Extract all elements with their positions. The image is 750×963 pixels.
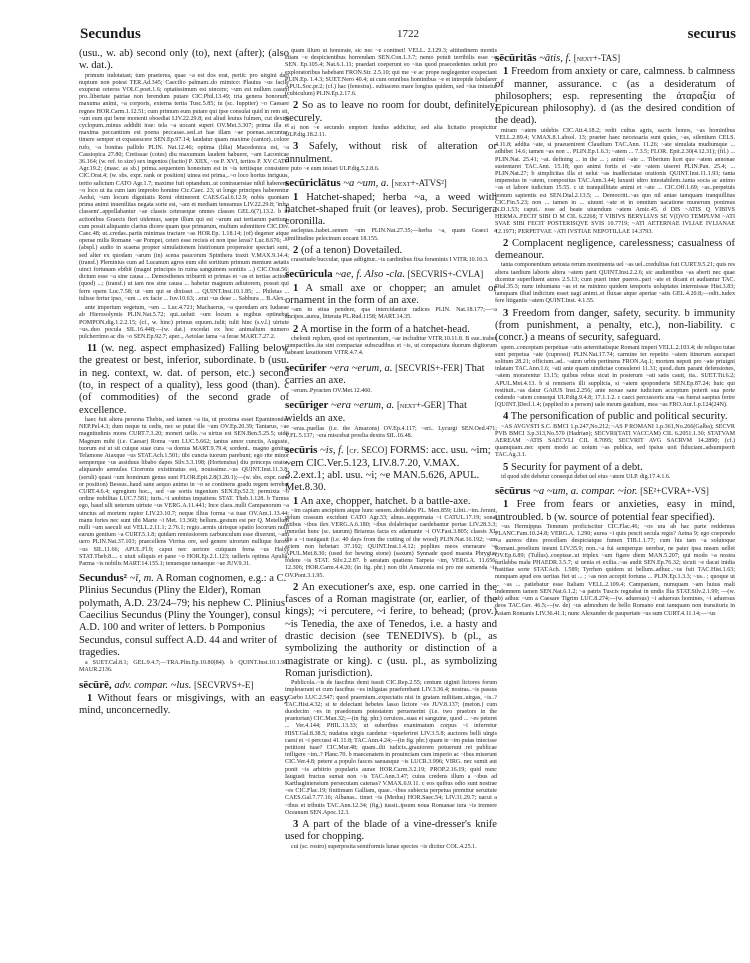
sense-number: 3: [503, 307, 509, 319]
sense-number: 1: [293, 282, 299, 294]
citation-block: primum indotatast; tum praeterea, quae ~a est dos erat, periit: pro uirgini dari nuptum non potest TER.Ad.345; Caecilio palmam..do mimico: Plautus ~us facile exuperat ceteros VOLC.poet.1.6; optatissimum est uincere; ~um est nullum casum pro..libertate patriae non ferendum putare CIC.Phil.13.49; tria genera bonorum, maxuma animi, ~a corporis, externa tertia Tusc.5.85; tu (sc. Iuppiter) ~o Caesare regnes HOR.Carm.1.12.51; cum primum eum putare qui ipse consulat quid in rem sit, ~um eum qui bene monenti oboediat LIV.22.29.8; est aliud leuius fulmen, cui dextra cyclopum..minus addidit irae: tela ~a uocant superi OV.Met.3.307; prima illa et maxima peccantium est poena peccasse..sed..et hae illam ~ae poenae..secuntur, timere semper et expauescere SEN.Ep.97.14; laudatur quam maxime (cantor)..colore rufo, ~a bonitas pallido PLIN. Nat.12.46; optima (lilia) Macedonica est, ~a Cassiopica 27.80; Cretissae (cotes) diu maxumum laudem habuere, ~am Laconicae 36.164; (w. ref. to size) sex ingenios (facito) P. XIIX, ~os P. XVI, tertios P. XV CATO Agr.19.2; (masc. as sb.) prima..sequentem honestum est in ~is tertiisque consistere CIC.Orat.4; (w. sbs. expr. rank or position) uinea est prima,..~o loco hortus inriguus, tertio salictum CATO Agr.1.7; maxime fuit optandum..ut contrauersiae nihil haberent, ~o loco ut ita cum iam improbo homine Cic.Caec. 23; ut longe principes haberentur Aedui, ~um locum dignitatis Remi obtinerent CAES.Gal.6.12.9; nobis quoniam prima animi inuenilitas negata sorte est, ~am et mediam teneamus LIV.22.29.8; 'infra classem'..appellabantur ~ae classis ceteraeque omnes classes GEL.6(7).13.2. b in actionibus Graecis fieri uidemus, saepe illum qui est ~arum aut tertiarum partium, cum possit aliquanto clarius dicere quam ipse primarum, multum submittere CIC.Div. Caec.48; ut..credas..partis minimas tractare ~as HOR.Ep. 1.18.14; (of) degener atque operae milis Romane ~ae Pompei, ceteri esse recisis et non ipse leras? Luc.8.676; —(abspl.) audio in scaena propter simulationem histrionum propensior spectari sunt, sed alter ex quodam ~arum (in) scena paucorum Spinthera traxit V.MAX.9.14.4; (transf.) Pleminius cum ad Lucanum agros eum sibi sortitum primum mentum aetatis uinci fortunam ebibit (magni principes in ruina sanguinem sonitiis ...) CIC.Orat.56; dictum esse ~a sine causa ... Demosthenes tribuerit et primas et ~as et tertias actioni (quod) ...; (transf.) ut iam nos sine causa ... habetur magnum adiutorem, posset qui ferre opem Luc.7.58; ut ~um qui se dixisset ... QUINT.Inst.10.1.85; ... Philetas ... tulisse fertur ipso, ~um ... ex facie ... Iuv.10.63; ..erat ~us deae ... Sabbura ... B.Alex.: [79, 72, 289, 302]
headword: sēcūritās: [495, 52, 537, 64]
grammar-label: ~ī, m.: [129, 573, 154, 585]
citation-block: ~eras..puellas (i.e. the Amazons) OV.Ep.4.117; ~eri.. Lycurgi SEN.Oed.471; V.FL.5.137; ~era miscebat proelia dextra SIL.16.48.: [285, 425, 497, 440]
grammar-label: ~era ~erum, a.: [331, 400, 395, 412]
citation-block: ~am in stiua pendere, qua intercidantur radices PLIN. Nat.18.177;—~a ancipes..aurea, litterata PL.Rud.1158; MART.14.35.: [285, 307, 497, 321]
citation-block: ~im capiam ancipitem atque hunc senem..dedolabo PL. Men.859; Libii..~im..ferunt, gelum crassum excidunt CATO Agr.33; alnus..suppernata ~i CATUL.17.19; sonat ictibus ~ibus ilex VERG.A.6.180; ~ibus dolabrisque caedebantur portae LIV.28.3.3; immolat hunc (sc. taurum) Briareus facta ex adamante ~i OV.Fast.3.805; classis XL die a ~i nauigauit (i.e. 40 days from the cutting of the wood) PLIN.Nat.16.192; ~um aciem non hebetari 37.192; QUINT.Inst.1.4.12; poplites meos enerarare ~e APUL.Met.8.30; (used for hewing stone) (saxum) Synnade quod maesta Phrygiae fodere ~is STAT. Silv.2.2.87. b aeratam quatiens Tarpeia ~im, VERG.A. 11.656; 12.306; HOR.Carm.4.4.20; (in fig. phr.) non tibi Amazonia est pro me sumenda ~is OV.Pont.3.1.95.: [285, 507, 497, 579]
citation-block: Publicola..~is de fascibus demi iussit CIC.Rep.2.55; centum uiginti lictores forum impleuerant et cum fascibus ~es inligatas praeferebant LIV.3.36.4; nostras..~is passus ..Carbo LUC.2.547; quod praemium..expectatis nisi in gratam militiam..uirgas, ~is..? TAC.Hist.4.32; si te delectant hebetes lasso lictore ~es JUV.8.137; (meton.) cum duodecim ~es in praedonum potestatem peruenerint (i.e. two praetors in the praetorian) CIC.Man.32;—(in fig. phr.) ceruices..suas et sanguine, quod ... ~es peteret ... Ver.4.144; PHIL.13.33; ut suberibus exanimatum corpus ~i inferretur HIST.Gal.8.38.5; nudatus uirgis caedetur ~iqueferiret LIV.3.5.8; auctores belli uirgis caesi et ~i percussi 41.11.8; TAC.Ann.4.24;—(in fig. phr.) quam te ~im putas iniecisse petitioni tuae? CIC.Mur.48; quam..ilii iudicis..grauiorem potuerunt rei publicae infligere ~im..? Planc.70. b maecenatem in prouinciam cum imperio ac ~ibus miserunt CIC.Ver.4.8; petere a populo fasces saeuasque ~is LUCR.3.996; VIRG. nec sumit aut ponit ~is arbitrio popularis aurae HOR.Carm.3.2.19; PROP.2.16.19; quid nunc Iaugusti fructus sumat non ~is TAC.Ann.3.47; cuius credens illum a ~ibus ad Karthaginiensium persecutam catenas? V.MAX.6.9.11. c eos quibus odio sunt nostrae ~es CIC.Flac.19; finitimam Galliam, quae..~ibus subiecta perpetua premitur seruitute CAES.Gal.7.77.16; Albanas.. timet ~is (Medus) HOR.Saec.54; LIV.31.29.7; uacui a ~ibus et tributis TAC.Ann.12.34; (fig.) iussit..ipsum noua Romanae iura ~is tremere Oceanum SEN.Apoc.12.3.: [285, 680, 497, 816]
sense-definition: [495, 462, 735, 474]
sense-definition: [285, 192, 497, 229]
running-header: [80, 26, 736, 46]
sense-number: 5: [503, 461, 509, 473]
citation-block: si non ~e secundo emptori fundus addicitur, sed alia licitatio prospicitur ULP.dig.18.2.11.: [285, 125, 497, 139]
entry-text: A Roman cognomen, e.g.: a C. Plinius Secundus (Pliny the Elder), Roman polymath, A.D. 23/24–79; his nephew C. Plinius Caecilius Secundus (Pliny the Younger), consul A.D. 100 and writer of letters. b Pomponius Secundus, consul suffect A.D. 44 and writer of tragedies.: [79, 573, 287, 658]
citation-block: chelonii replum, quod est operimentum, ~ae includitur VITR.10.11.8. B eae..trabes compactiles..ita sint compactae subscudibus et ~is, ut compactura duorum digitorum habeant laxationem VITR.4.7.4.: [285, 335, 497, 357]
etymology: [next+-ATVS²]: [391, 178, 447, 189]
definition-text: (w. neg. aspect emphasized) Falling below the greatest or best, inferior, subordinate. b (usu. in neg. context, w. dat. of person, etc.) second (to, in respect of a quality), less good (than). c (of commodities) of the second grade of excellence.: [79, 343, 289, 416]
citation-block: crassitudo buccular, quae adfigitur..~is cardinibus fixa foraminis I VITR.10.10.3.: [291, 257, 489, 264]
entry-headword-line: [285, 399, 497, 425]
sense-definition: [79, 343, 289, 417]
entry-headword-line: [285, 444, 497, 494]
etymology: [next+-GER]: [396, 400, 446, 411]
definition-text: Free from fears or anxieties, easy in mind, untroubled. b (w. source of potential fear specified).: [495, 499, 735, 523]
headword: secūris: [285, 444, 318, 457]
headword: secūriger: [285, 399, 329, 412]
sense-definition: [285, 100, 497, 125]
definition-text: Without fears or misgivings, with an easy mind, unconcernedly.: [79, 692, 289, 717]
entry-headword-line: [79, 572, 289, 659]
citation-block: a SUET.Cal.8.1; GEL.9.4.7;—TRA.Plin.Ep.10.80(84). b QUINT.Inst.10.1.98; MAUR.2136.: [79, 660, 289, 674]
grammar-label: adv. compar. ~lus.: [114, 679, 192, 691]
left-guideword: Secundus: [80, 26, 141, 42]
sense-number: 1: [503, 499, 509, 511]
sense-number: 1: [503, 66, 509, 78]
citation-block: ~us Hermippus Temnum proficiscitur CIC.Flac.46; ~os ura ab hac parte reddemus PLANC.Fam.10.24.8; VERG.A. 1.290; aurea ~i quis pescit secula regis? Aetna 9; ego coepondo ~a aureos dites procellam despiciatque fumen TIB.1.1.77; cum his tam ~a solutoque Romani..proelium ineunt LIV.35.9; non..~a fui semperque uerebar, ne pater ipsa meam uellet OV.Ep.6.89; (Tullus)..coepisse..ut triplex ~am figere diem MAN.5.207; qui modo ~a nostra iurilabba mala PHAEDR.3.5.7; si uenia et exilia..~as audit SEN.Ep.76.32; sicuti ~e dacat inidia iustitiae sorte STAT.Ach. 1.589; Tyrrhen quidem ut bellum..adhuc..~us fuit TAC.Hist.1.63; nunquam apud eos ueritas fiet ut ... ; ~as non accepit fortuna ... PLIN.Ep.1.3.3; ~us.. ; quoque ut ... ~as ... patiebatur esse Italiam VELL.2.109.4; Campaniam, numquam ~am huius mali indemnem tamen SEN.Nat.6.1.2; ~a patris Tuscis regnabat in undis Ilia STAT.Silv.2.1.99; —(w. ab) adhuc ~um a Caesare Tigrim LUC.8.274;—(w. aduersus) ~i aduersus homines, ~i aduersus deos TAC.Ger. 46.5;—(w. de) ~us admodum de bello Romano erat tamquam non transituris in Asiam Romanis LIV.36.41.1; nunc Alexander de paupertate ~us sum CURT.4.11.14;—~us: [495, 524, 735, 617]
sense-definition: [285, 141, 497, 166]
definition-text: Safely, without risk of alteration or annulment.: [285, 141, 497, 165]
citation-block: id quod sibi debetur consequi debet uel eius ~atem ULP. dig.17.4.1.6.: [501, 473, 671, 480]
headword: sēcūrus: [495, 485, 531, 498]
entry-headword-line: [285, 268, 497, 281]
citation-block: puto ~e eum testari ULP.dig.5.2.8.6.: [291, 166, 380, 173]
citation-block: ~erum..Pyracten OV.Met.12.460.: [291, 388, 372, 395]
citation-block: ante imperium vegetum, ~um ... Luc.4.721; Machaerus, ~a quondam arx Iudaeae ab Hierosolymis PLIN.Nat.5.72; qui..ueluti ~um locum a regibus optinebat POMPON.dig.1.2.2.15; (cf., w. hinc) primus equum..tulit; tulit hinc (s.v.l.) uirtute ~us..duo pocula SIL.16.448;—(w. dat.) excedat ex hoc animalium numero pulcherrimo ac dis ~o SEN.Ep.92.7; aper.., Aetolae fama ~a ferae MART.7.27.2.: [79, 305, 289, 340]
citation-block: haec fuit altera persona Thebis, sed tamen ~a ita, ut proxima esset Epaminondae NEP.Pel.4.3; dum neque tu cedis, nec se putat ille ~um OV.Ep.20.39; Tantarus, ~ae magnitudinis mons CURT.7.3.20; moneri uelle..~a uirtus est SEN.Ben.5.25.5; uidit Magnum mihi (i.e. Caesar) Roma ~um LUC.5.662; tantus amor cunctis, Auguste, tuorum est ut sit cuique suae cura ~a domus MART.9.79.4; sordent.. magno genitus Telamone Aiaxque ~us STAT.Ach.1.501; tibi cuncta tuorum parebunt; ego rite minor semperque ~us assiduus libabo dapes Silv.3.3.198; (Hortensius) diu princeps orator, aliquando aemulus Ciceronis existimatus est, nouissime..~us QUINT.Inst.11.3.8; (seruli) quasi ~um hominum genus sunt FLOR.Epit.2.8(3.20.1);—(w. sbs. expr. rank or position) Bessus..haud sane aequo animo in ~o se continens gradu regem terrebat CURT.4.6.4; egregium hoc.., sed ~ae sortis ingenium SEN.Ep.52.3; permixta ~o ordine nobilitas LUC.7.581; iuris..~i ambitus impatiens STAT. Theb.1.128. b Turnus ego, haud ulli ueterum uirtute ~us VERG.A.11.441; Ince clara..nulli Campanorum ~a uinctus ad mortem rapior LIV.23.10.7; neque illius forma ~a tuae OV.Am.1.13.44; manu fortes nec sunt tibi Marte ~i Met. 13.360; bellum..gestum est per Q. Metellum nulli ~um saeculi sui VELL.2.11.1; 2.76.1; regio..armis uirisque spatio locorum nulli earum gentium ~a CURT.5.1.8; quidam remissiorem carbunculum esse dixerunt, ~am uero PLIN.Nat.37.103; praecellens Virrius ore, sed genere uirorum nullique furore ~us SIL.11.66; APUL.Fl.9; caput nec ueriore cuiquam frena ~us Halys STAT.Theb.8.... c uiuit siliquis et pane ~o HOR.Ep.2.1.123; uelleris optima Apulia, Parma ~is nobilis MART.14.155.1; tenuesque uenaeque ~ae JUV.9.31.: [79, 416, 289, 567]
sense-number: 2: [293, 581, 299, 593]
sense-number: 3: [293, 819, 299, 831]
definition-text: An executioner's axe, esp. one carried in the fasces of a Roman magistrate (or, earlier, of the kings); ~i percutere, ~i ferire, to behead; (prov.) ~is Tenedia, the axe of Tenedos, i.e. a hasty and drastic decision (see TENEDIVS). b (pl., as symbolizing the authority or distinction of a magistrate or king). c (usu. pl., as symbolizing Roman jurisdiction).: [285, 581, 497, 679]
entry-text: That wields an axe.: [285, 400, 467, 424]
definition-text: Complacent negligence, carelessness; casualness of demeanour.: [495, 237, 735, 262]
citation-block: cui (sc. rostro) superposita semiformis lunae species ~is dicitur COL.4.25.1.: [291, 843, 477, 850]
sense-definition: [79, 693, 289, 718]
sense-definition: [285, 819, 497, 844]
sense-definition: [285, 283, 497, 308]
grammar-label: ~ae, f. Also -cla.: [335, 269, 406, 281]
sense-number: 2: [293, 244, 299, 256]
column-2: [285, 48, 497, 958]
sense-definition: [285, 582, 497, 680]
sense-definition: [285, 245, 497, 257]
definition-text: (of a tenon) Dovetailed.: [300, 244, 403, 256]
sense-definition: [495, 411, 735, 423]
right-guideword: securus: [687, 26, 736, 42]
column-1: [79, 48, 289, 958]
grammar-label: ~is, f.: [320, 445, 344, 457]
sense-definition: [495, 499, 735, 524]
definition-text: So as to leave no room for doubt, definitely, securely.: [285, 100, 497, 124]
headword: secūriclātus: [285, 177, 341, 190]
sense-definition: [285, 496, 497, 508]
page-number: 1722: [397, 28, 419, 40]
etymology: [next+-TAS]: [573, 53, 621, 63]
definition-text: Freedom from anxiety or care, calmness. b calmness of manner, assurance. c (as a desideratum of philosophers; esp. representing the ἀταραξία of Epicurean philosophy). d (as the desired condition of the dead).: [495, 66, 735, 127]
sense-number: 2: [293, 323, 299, 335]
citation-block: tanta componentium uetusta rerum monimenta uel ~as uel..credulitas fuit CURT.9.5.21; quis res altera taedium laboris altera ~atem parit QUINT.Inst.2.2.6; sic audientibus ~as aberit nec quae dicentur superfluent aures 2.5.13; cum pueri inter pueros..pari ~ate et dicant et audiantur TAC. Dial.35.3; nunc inhumana ~as et ne minimo quidem temporis uoluptates intermissae Hist.3.83; tamquam illud indicium esset uagi animi..et fluxae atque apertae ~atis GEL.4.20.8;—odit..iudex fere litigantis ~atem QUINT.Inst. 4.1.55.: [495, 262, 735, 305]
citation-block: spem..conceptam perpetuae ~atis aeternitatisque Romani imperi VELL.2.103.4; de reliquo tutae sunt perpetua ~ate (cupressi) PLIN.Nat.17.74; carmine ter repetito ~atem itinerum aucupari solitum 28.21; officium..ad.. ~atem urbis pertinens FRON.Aq.1; mortem nepoti pro ~ate priuigni inlatam TAC.Ann.1.6; ~ati ante quam uindictae consuleret 11.31; quod..dum parant defensiones, ~atem morarentur 13.15; quibus rebus sicut in posterum ~ati satis cauit, ita.. SUET.Tit.6.2; APUL.Met.4.13. b si remiseris illi supplicia, si ~atem spoponderis SEN.Ep.87.24; huic qui restituit..~as datur GAIUS Inst.2.256; ante noxae sane iudicium acceptum poterit sua porte cedendo ~atem consequi ULP.dig.9.4.8; 17.1.1.2. c caeci percussoris una ~as fuerat saepius ferire [QUINT.]Decl.1.4; (applied to a person) uale meum gaudium, mea ~as FRO.Aur.1.p.124(24N).: [495, 344, 735, 409]
sense-definition: [495, 66, 735, 127]
definition-text: The personification of public and political security.: [510, 411, 728, 423]
definition-text: Freedom from danger, safety, security. b immunity (from punishment, a penalty, etc.), non-liability. c (concr.) a means of security, safeguard.: [495, 307, 735, 344]
entry-headword-line: [495, 485, 735, 498]
entry-text: FORMS: acc. usu. ~im; ~em CIC.Ver.5.123, LIV.8.7.20, V.MAX. 3.2.ext.1; abl. usu. ~i; ~e MAN.5.626, APUL. Met.8.30.: [285, 445, 491, 494]
etymology: [SECVRVS+-E]: [194, 679, 254, 690]
column-3: [495, 48, 735, 958]
definition-text: A part of the blade of a vine-dresser's knife used for chopping.: [285, 819, 497, 843]
sense-number: 2: [293, 100, 299, 112]
citation-block: miram ~atem uidebis CIC.Att.4.18.2; redit cultus agris, sacris honos, ~as hominibus VELL.2.89.4; V.MAX.8.1.absol. 13; praeter haec necessaria sunt quies, ~as, silentium CELS. 4.11.8; addita ~ate, si praeuenirent Claudium TAC.Ann. 11.26; ~ate simulata mudiumque ... adhibet 14.6; tamen ~as non ... PLIN.Ep.1.6.3; ~atem ... 7.3.5; FLOR. Epit.2.30(4.12.31); (fil.) ... PLIN.Nat. 25.41; ~at. defining ... in the ... ; animi ~ate ... Tiberium licet quo ~atem annonae sustentaret TAC.Ann. 15.18; quo animi fortis et ~ate ~atem uiseret PLIN.Pan. 25.4; ... PLIN.Nat.27; b simplicitas illa et uelut ~as inadfectatae orationis QUINT.Inst.11.1.93; tanta impensius in ~atem, compositus TAC.Ann.3.44; luxusti ultro intestabilem..tanta socia ac animo ~as et labore iudicium 15.55. c ut tranquillitate animi et ~ate ... CIC.Off.1.69; ~as..perpetuis bonum sapientis est SEN.Dial.2.13.5; ... Democriti..~as quo nil antae tamquam tranquillitas CIC.Fin.5.23; non ... tamen in ... uiuunt ~ate et in omnium uacatione munerum ponimus N.D.1.53; caput.. esse ad beate uiuendum ~atem Amic.45. d DIS ~ATIS Q VIBIVS HERMA..FECIT SIBI D M CIL 6.2268; T VIBIVS BERYLLVS SE V(I)VO TEMPLVM ~ATI SVAE SIBI FECIT POSTERISQVE SVIS 10.7719; ~ATI AETERNAE IVLIAE IVLIANAE 12.1971; PERPETVAE ~ATI IVSTIAE NEPOTILLAE 14.3793.: [495, 127, 735, 235]
etymology: [SE²+CVRA+-VS]: [640, 486, 709, 497]
definition-text: Hatchet-shaped; herba ~a, a weed with hatchet-shaped fruit (or leaves), prob. Securigera coronilla.: [285, 191, 497, 228]
sense-number: 1: [87, 692, 93, 704]
definition-text: A mortise in the form of a hatchet-head.: [300, 323, 470, 335]
headword: secūricula: [285, 268, 333, 281]
sense-definition: [495, 308, 735, 345]
sense-definition: [495, 238, 735, 263]
citation-block: ~AS AVGVSTI S.C. BMCI 1.p.247,No.212; ~AS P ROMANI 1.p.361,No.266(Galba); SECVR PVB BMCI 3.p.313,No.570 (Hadrian); SECVRI(TATI VACCAM) CIL 6.2051.1.30; STATVAM AEREAM ~ATIS SAECVLI CIL 8.7095; SECVRIT AVG SACRVM 14.2890; (cf.) quamquam..nec spem modo ac uotum ~as publica, sed ipsius uoti fiduciam..adsumpserit TAC.Ag.3.1.: [495, 423, 735, 459]
sense-number: 1: [293, 495, 299, 507]
definition-text: Security for payment of a debt.: [510, 461, 643, 473]
headword: sēcūrē,: [79, 678, 112, 691]
sense-definition: [285, 324, 497, 336]
definition-text: (usu., w. ab) second only (to), next (after); (also w. dat.).: [79, 48, 289, 72]
entry-text: That carries an axe.: [285, 362, 485, 386]
citation-block: asclepias..habet..semen ~um PLIN.Nat.27.35;—herba ~a, quam Graeci a similitudine pelecinum uocant 18.155.: [285, 228, 497, 242]
headword: secūrifer: [285, 361, 327, 374]
sense-number: 1: [293, 191, 299, 203]
grammar-label: ~a ~um, a.: [343, 178, 389, 190]
sense-number: 2: [503, 237, 509, 249]
sense-number: 4: [503, 411, 509, 423]
definition-text: A small axe or chopper; an amulet or ornament in the form of an axe.: [285, 282, 497, 306]
headword: Secundus²: [79, 572, 127, 585]
entry-headword-line: [495, 52, 735, 65]
entry-headword-line: [79, 679, 289, 692]
entry-headword-line: [285, 177, 497, 190]
etymology: [SECVRIS+-FER]: [395, 362, 463, 373]
sense-number: 11: [87, 343, 98, 355]
etymology: [cf. SECO]: [346, 445, 388, 456]
entry-headword-line: [285, 362, 497, 388]
grammar-label: ~era ~erum, a.: [329, 362, 393, 374]
sense-number: 3: [293, 141, 299, 153]
definition-text: An axe, chopper, hatchet. b a battle-axe.: [300, 495, 471, 507]
grammar-label: ~ātis, f.: [539, 53, 572, 64]
etymology: [SECVRIS+-CVLA]: [407, 269, 484, 280]
sense-definition: [79, 48, 289, 73]
grammar-label: ~a ~um, a. compar. ~ior.: [533, 486, 638, 498]
citation-block: quam illum ut honorate, sic nec ~e continet! VELL. 2.129.3; altitudinem montis etiam ~e despicientibus horrendam SEN.Con.1.3.7; nemo potuit terribilis esse ~e SEN. Ep.105.4; Nat.6.1.11; praedari coeperunt eo ~ius quod praecedentes ueluti pro exploratoribus habebant FRON.Str. 2.5.10; qui me ~e ac prope neglegenter exspectant PLIN.Ep. 1.4.3; SUET.Nero 40.4; ut cum omnibus hominibus ~e et intrepide fabularer APUL.Soc.pr.2; (cf.) hac (fenestra).. subiacens mare longius quidem, sed ~ius intuetur (cubiculum) PLIN.Ep.2.17.6.: [285, 48, 497, 98]
